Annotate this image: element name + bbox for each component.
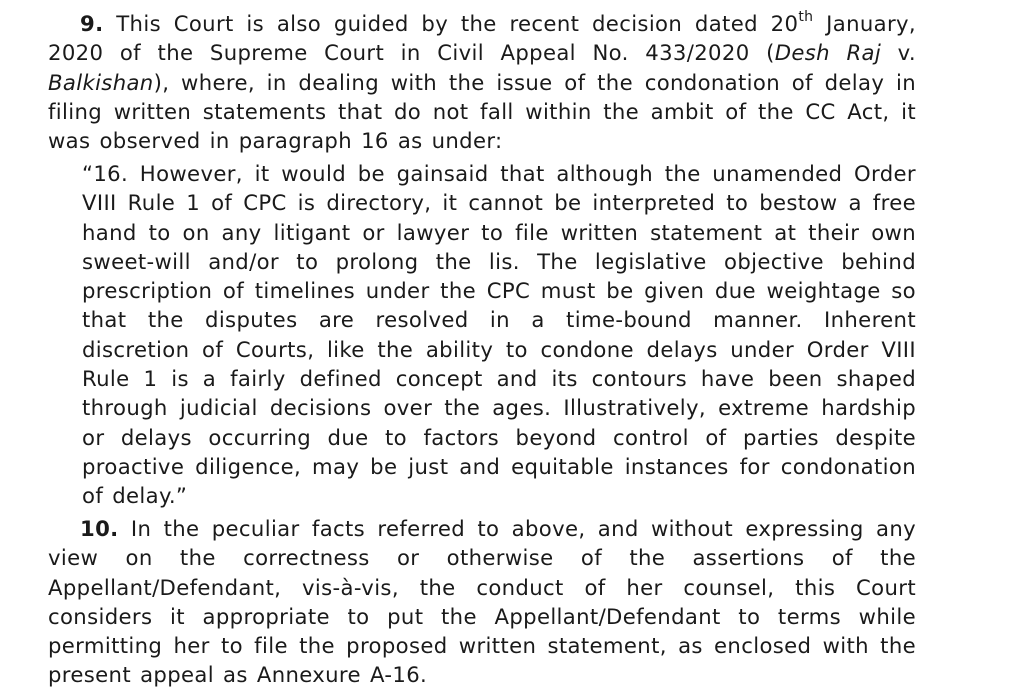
paragraph-number: 9. (80, 11, 104, 36)
paragraph-text: ), where, in dealing with the issue of the condonation of delay in filing written statements that do not fall within the ambit of the CC Act, it was observed in paragraph 16 as under: (48, 69, 916, 154)
block-quote: “16. However, it would be gainsaid that although the unamended Order VIII Rule 1 of CPC is directory, it cannot be interpreted to bestow a free hand to on any litigant or lawyer to file written statement at their own sweet-will and/or to prolong the lis. The legislative objective behind prescription of timelines under the CPC must be given due weightage so that the disputes are resolved in a time-bound manner. Inherent discretion of Courts, like the ability to condone delays under Order VIII Rule 1 is a fairly defined concept and its contours have been shaped through judicial decisions over the ages. Illustratively, extreme hardship or delays occurring due to factors beyond control of parties despite proactive diligence, may be just and equitable instances for condonation of delay.” (82, 161, 916, 509)
paragraph-text: In the peculiar facts referred to above, and without expressing any view on the correctness or otherwise of the assertions of the Appellant/Defendant, vis-à-vis, the conduct of her counsel, this Court considers it appropriate to put the Appellant/Defendant to terms while permitting her to file the proposed written statement, as enclosed with the present appeal as Annexure A-16. (48, 516, 916, 688)
case-versus: v. (881, 40, 916, 66)
paragraph-9 (48, 9, 916, 155)
paragraph-number: 10. (80, 516, 119, 541)
case-party-1: Desh Raj (774, 40, 882, 66)
case-party-2: Balkishan (48, 69, 154, 95)
ordinal-superscript: th (798, 9, 814, 25)
paragraph-text: This Court is also guided by the recent decision dated 20 (103, 11, 799, 36)
paragraph-text: January, 2020 of the Supreme Court in Civil Appeal No. 433/2020 ( (48, 11, 916, 66)
paragraph-10 (48, 514, 916, 690)
